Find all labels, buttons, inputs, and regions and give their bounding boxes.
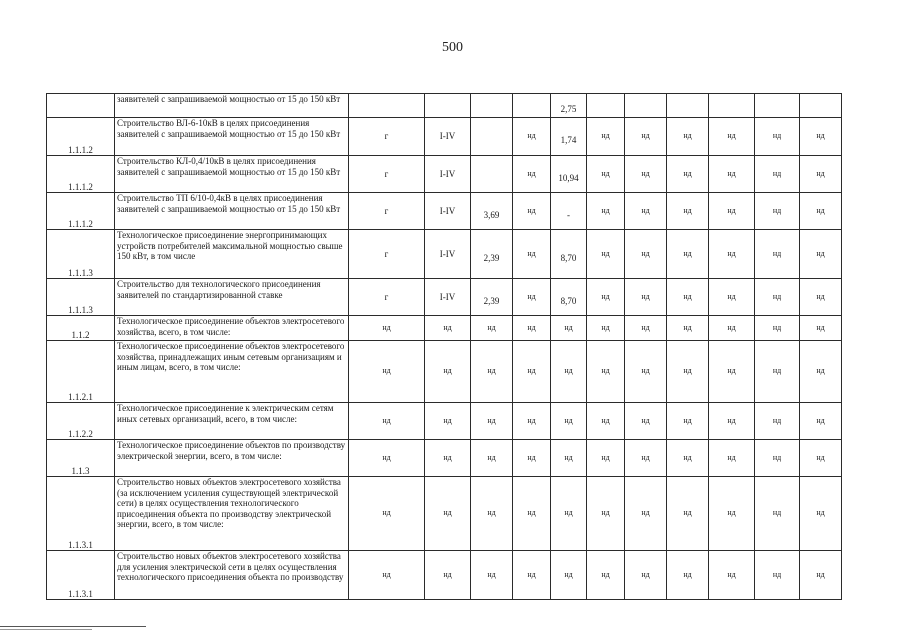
value-cell: нд (800, 230, 842, 279)
value-cell: нд (709, 440, 755, 477)
row-number-cell: 1.1.3 (47, 440, 115, 477)
row-description-cell: Строительство для технологического присоединения заявителей по стандартизированной ставке (115, 279, 349, 316)
value-cell: нд (625, 403, 667, 440)
value-cell: нд (667, 403, 709, 440)
table-row (47, 279, 842, 316)
investment-program-table (46, 93, 842, 600)
row-number-cell: 1.1.1.2 (47, 118, 115, 156)
value-cell: нд (800, 341, 842, 403)
value-cell: нд (800, 440, 842, 477)
value-cell: нд (667, 551, 709, 600)
row-description-cell: Строительство ВЛ-6-10кВ в целях присоединения заявителей с запрашиваемой мощностью от 15 до 150 кВт (115, 118, 349, 156)
value-cell: нд (349, 477, 425, 551)
value-cell: нд (667, 440, 709, 477)
value-cell: нд (551, 477, 587, 551)
value-cell: нд (587, 193, 625, 230)
value-cell: нд (755, 279, 800, 316)
value-cell (800, 94, 842, 118)
value-cell: г (349, 193, 425, 230)
value-cell: нд (667, 118, 709, 156)
value-cell: нд (755, 193, 800, 230)
value-cell: нд (551, 341, 587, 403)
table-row (47, 477, 842, 551)
value-cell: нд (551, 551, 587, 600)
value-cell: 1,74 (551, 118, 587, 156)
value-cell (471, 94, 513, 118)
value-cell: нд (513, 403, 551, 440)
value-cell: нд (587, 230, 625, 279)
value-cell: нд (471, 477, 513, 551)
value-cell: нд (587, 477, 625, 551)
value-cell: нд (349, 440, 425, 477)
value-cell: нд (349, 316, 425, 341)
value-cell: нд (667, 230, 709, 279)
value-cell: нд (587, 316, 625, 341)
page-number: 500 (442, 40, 463, 55)
value-cell: нд (551, 316, 587, 341)
row-number-cell: 1.1.1.3 (47, 230, 115, 279)
value-cell: нд (471, 551, 513, 600)
value-cell: нд (587, 440, 625, 477)
value-cell: I-IV (425, 156, 471, 193)
value-cell (709, 94, 755, 118)
value-cell: нд (587, 341, 625, 403)
value-cell: нд (471, 341, 513, 403)
value-cell: нд (625, 477, 667, 551)
value-cell (349, 94, 425, 118)
value-cell: нд (625, 316, 667, 341)
value-cell: нд (513, 477, 551, 551)
value-cell: нд (755, 477, 800, 551)
value-cell: нд (513, 193, 551, 230)
row-number-cell: 1.1.1.2 (47, 193, 115, 230)
value-cell: нд (513, 156, 551, 193)
value-cell (625, 94, 667, 118)
value-cell: нд (755, 403, 800, 440)
table-row (47, 94, 842, 118)
value-cell: нд (667, 193, 709, 230)
row-number-cell: 1.1.3.1 (47, 551, 115, 600)
value-cell: нд (755, 118, 800, 156)
value-cell: нд (709, 341, 755, 403)
value-cell: нд (709, 403, 755, 440)
value-cell: нд (800, 316, 842, 341)
value-cell: нд (587, 403, 625, 440)
value-cell: I-IV (425, 230, 471, 279)
row-number-cell: 1.1.2 (47, 316, 115, 341)
row-description-cell: Технологическое присоединение к электрическим сетям иных сетевых организаций, всего, в том числе: (115, 403, 349, 440)
value-cell: нд (587, 156, 625, 193)
value-cell (667, 94, 709, 118)
value-cell (471, 118, 513, 156)
value-cell: г (349, 230, 425, 279)
value-cell: нд (425, 316, 471, 341)
value-cell: нд (667, 156, 709, 193)
value-cell: нд (800, 156, 842, 193)
value-cell: нд (513, 440, 551, 477)
value-cell: 2,39 (471, 279, 513, 316)
row-description-cell: Строительство новых объектов электросетевого хозяйства для усиления электрической сети в целях осуществления технологического присоединения объекта по производству (115, 551, 349, 600)
row-number-cell: 1.1.2.1 (47, 341, 115, 403)
value-cell: 2,39 (471, 230, 513, 279)
row-number-cell: 1.1.2.2 (47, 403, 115, 440)
value-cell: нд (709, 551, 755, 600)
row-description-cell: заявителей с запрашиваемой мощностью от 15 до 150 кВт (115, 94, 349, 118)
value-cell: нд (471, 316, 513, 341)
value-cell: нд (755, 230, 800, 279)
row-number-cell: 1.1.1.2 (47, 156, 115, 193)
row-number-cell: 1.1.3.1 (47, 477, 115, 551)
table-body (47, 94, 842, 600)
value-cell: нд (800, 118, 842, 156)
value-cell: нд (709, 477, 755, 551)
value-cell: нд (425, 403, 471, 440)
value-cell: нд (755, 551, 800, 600)
table-row (47, 403, 842, 440)
table-row (47, 193, 842, 230)
value-cell: г (349, 118, 425, 156)
value-cell: нд (625, 156, 667, 193)
value-cell (471, 156, 513, 193)
table-row (47, 118, 842, 156)
value-cell (513, 94, 551, 118)
value-cell: нд (471, 403, 513, 440)
value-cell: нд (587, 551, 625, 600)
value-cell: нд (709, 193, 755, 230)
value-cell (425, 94, 471, 118)
row-description-cell: Технологическое присоединение объектов электросетевого хозяйства, принадлежащих иным сетевым организациям и иным лицам, всего, в том числе: (115, 341, 349, 403)
value-cell: нд (625, 440, 667, 477)
row-description-cell: Строительство КЛ-0,4/10кВ в целях присоединения заявителей с запрашиваемой мощностью от 15 до 150 кВт (115, 156, 349, 193)
value-cell: нд (800, 279, 842, 316)
value-cell: нд (349, 341, 425, 403)
row-description-cell: Технологическое присоединение объектов электросетевого хозяйства, всего, в том числе: (115, 316, 349, 341)
row-number-cell (47, 94, 115, 118)
value-cell: нд (755, 316, 800, 341)
value-cell: нд (709, 279, 755, 316)
value-cell: I-IV (425, 118, 471, 156)
value-cell: нд (800, 193, 842, 230)
value-cell: нд (513, 230, 551, 279)
value-cell: нд (513, 118, 551, 156)
table-row (47, 341, 842, 403)
value-cell: нд (709, 156, 755, 193)
value-cell: г (349, 156, 425, 193)
footer-rule (0, 626, 146, 627)
value-cell: нд (800, 403, 842, 440)
value-cell: - (551, 193, 587, 230)
value-cell: нд (349, 403, 425, 440)
value-cell: нд (349, 551, 425, 600)
row-description-cell: Строительство новых объектов электросетевого хозяйства (за исключением усиления существующей электрической сети) в целях осуществления технологического присоединения объекта по производству электрической энергии, всего, в том числе: (115, 477, 349, 551)
value-cell: нд (755, 156, 800, 193)
value-cell: нд (625, 551, 667, 600)
value-cell: 8,70 (551, 279, 587, 316)
table-row (47, 440, 842, 477)
value-cell: нд (425, 551, 471, 600)
value-cell: 8,70 (551, 230, 587, 279)
value-cell: нд (625, 118, 667, 156)
value-cell: нд (551, 403, 587, 440)
value-cell: нд (625, 279, 667, 316)
value-cell: I-IV (425, 193, 471, 230)
value-cell (755, 94, 800, 118)
value-cell: нд (625, 193, 667, 230)
value-cell (587, 94, 625, 118)
value-cell: 2,75 (551, 94, 587, 118)
row-description-cell: Технологическое присоединение энергопринимающих устройств потребителей максимальной мощностью свыше 150 кВт, в том числе (115, 230, 349, 279)
value-cell: нд (513, 341, 551, 403)
table-row (47, 551, 842, 600)
value-cell: нд (755, 440, 800, 477)
value-cell: нд (471, 440, 513, 477)
value-cell: нд (425, 440, 471, 477)
value-cell: нд (625, 230, 667, 279)
value-cell: г (349, 279, 425, 316)
value-cell: нд (755, 341, 800, 403)
value-cell: нд (587, 118, 625, 156)
value-cell: нд (425, 477, 471, 551)
value-cell: нд (800, 477, 842, 551)
row-description-cell: Строительство ТП 6/10-0,4кВ в целях присоединения заявителей с запрашиваемой мощностью от 15 до 150 кВт (115, 193, 349, 230)
table-row (47, 156, 842, 193)
value-cell: нд (667, 316, 709, 341)
value-cell: 10,94 (551, 156, 587, 193)
value-cell: нд (709, 316, 755, 341)
value-cell: нд (513, 316, 551, 341)
value-cell: нд (625, 341, 667, 403)
row-number-cell: 1.1.1.3 (47, 279, 115, 316)
table-row (47, 316, 842, 341)
value-cell: нд (513, 551, 551, 600)
value-cell: нд (425, 341, 471, 403)
value-cell: 3,69 (471, 193, 513, 230)
value-cell: нд (587, 279, 625, 316)
footer-rule-secondary (0, 629, 92, 630)
value-cell: нд (667, 477, 709, 551)
table-row (47, 230, 842, 279)
value-cell: нд (709, 118, 755, 156)
value-cell: нд (551, 440, 587, 477)
value-cell: нд (513, 279, 551, 316)
value-cell: нд (800, 551, 842, 600)
value-cell: нд (667, 279, 709, 316)
value-cell: нд (667, 341, 709, 403)
row-description-cell: Технологическое присоединение объектов по производству электрической энергии, всего, в том числе: (115, 440, 349, 477)
value-cell: I-IV (425, 279, 471, 316)
value-cell: нд (709, 230, 755, 279)
